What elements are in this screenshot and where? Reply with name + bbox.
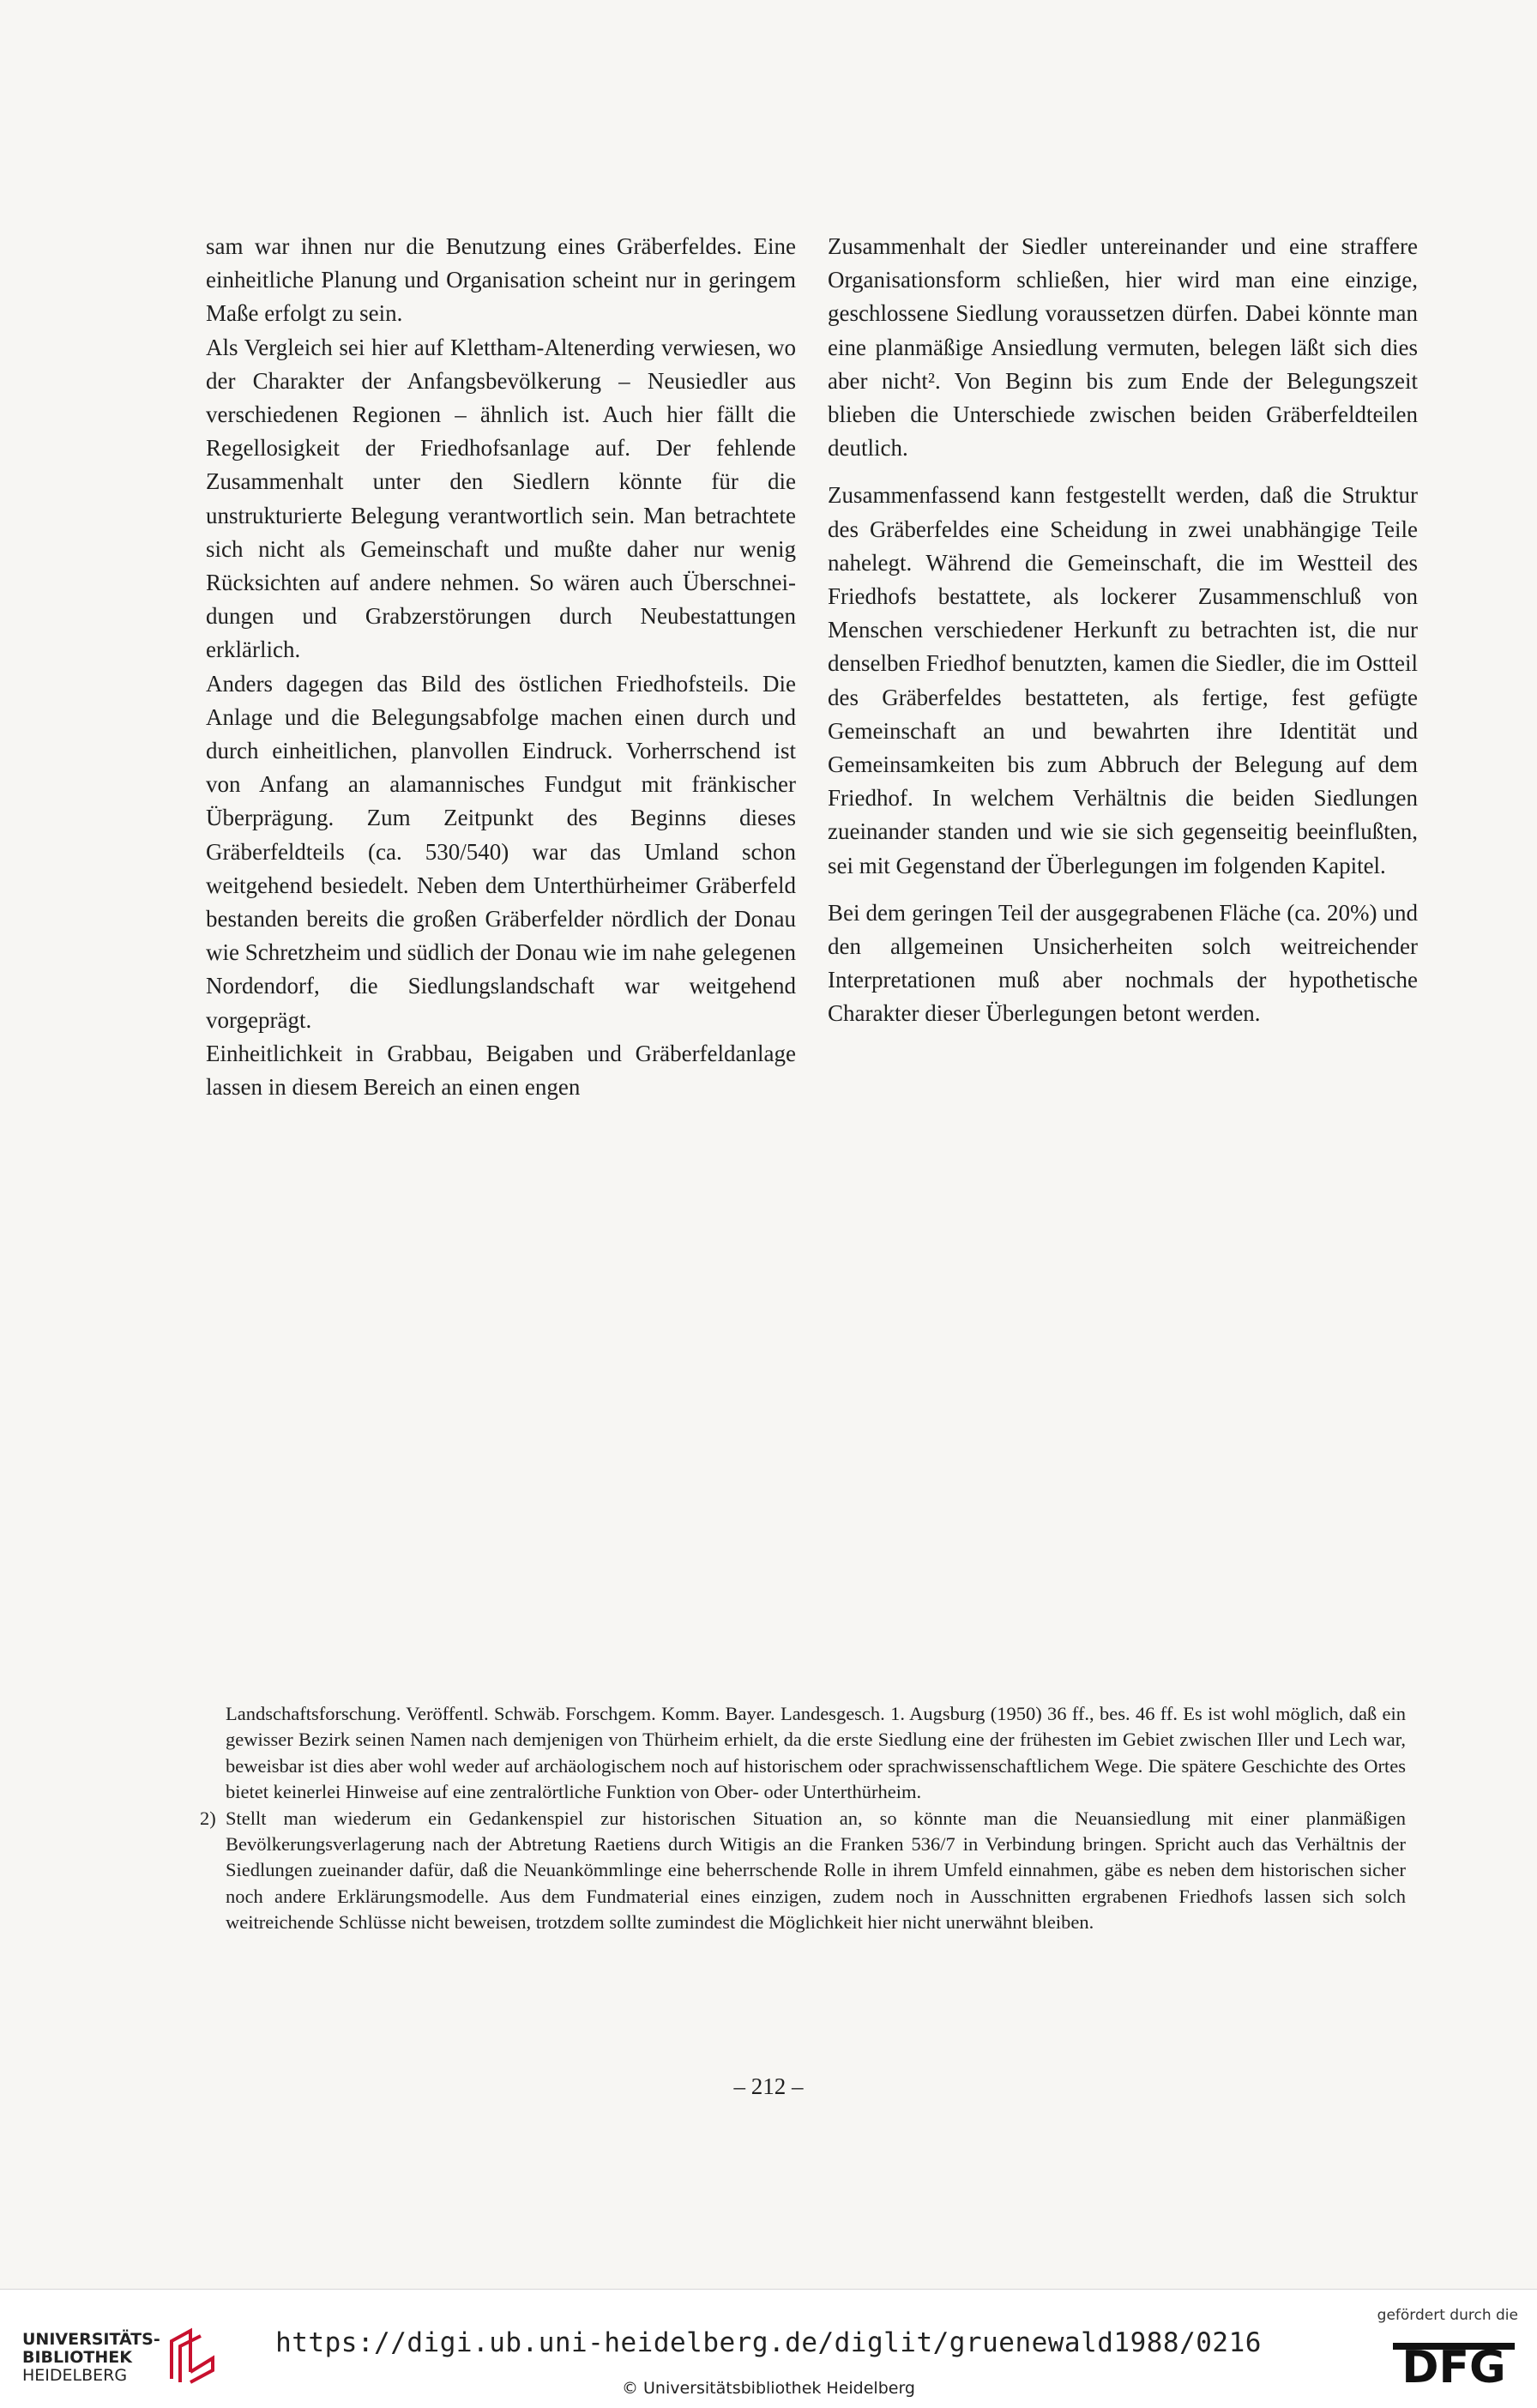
footnote-2-number: 2) xyxy=(200,1807,216,1829)
dfg-logo-text: DFG xyxy=(1401,2342,1506,2384)
permalink-url[interactable]: https://digi.ub.uni-heidelberg.de/diglit/gruenewald1988/0216 xyxy=(275,2327,1262,2358)
left-paragraph-3: Anders dagegen das Bild des östlichen Friedhofsteils. Die Anlage und die Belegungsabfolge machen einen durch und durch einheitlichen, planvollen Eindruck. Vorherrschend ist von Anfang an alamannisches Fundgut mit fränkischer Überprägung. Zum Zeitpunkt des Beginns dieses Gräberfeldteils (ca. 530/540) war das Umland schon weitgehend besiedelt. Neben dem Unterthürheimer Gräberfeld bestanden bereits die großen Gräberfelder nördlich der Donau wie Schretzheim und südlich der Donau wie im nahe gelegenen Nordendorf, die Siedlungslandschaft war weitgehend vorgeprägt. xyxy=(206,670,796,1033)
page-number: – 212 – xyxy=(733,2073,804,2099)
footnote-2 xyxy=(200,1806,1406,1936)
copyright-notice: © Universitätsbibliothek Heidelberg xyxy=(621,2379,915,2398)
right-paragraph-3: Bei dem geringen Teil der ausgegrabenen Fläche (ca. 20%) und den allgemeinen Unsicherheiten solch weitreichender Interpretationen muß aber nochmals der hypothetische Charakter dieser Überlegungen betont werden. xyxy=(828,899,1418,1027)
right-paragraph-1: Zusammenhalt der Siedler untereinander und eine straffere Organisationsform schließen, hier wird man eine einzige, geschlossene Siedlung voraussetzen dürfen. Dabei könnte man eine planmäßige Ansiedlung vermuten, belegen läßt sich dies aber nicht². Von Beginn bis zum Ende der Belegungszeit blieben die Unterschiede zwischen beiden Gräberfeldteilen deutlich. xyxy=(828,233,1418,462)
footnote-2-text: Stellt man wiederum ein Gedankenspiel zur historischen Situation an, so könnte man die Neuansiedlung mit einer planmäßigen Bevölkerungsverlagerung nach der Abtretung Raetiens durch Witigis an die Franken 536/7 in Verbindung bringen. Spricht auch das Verhältnis der Siedlungen zueinander dafür, daß die Neuankömmlinge eine beherrschende Rolle in ihrem Umfeld einnahmen, gäbe es neben dem historischen sicher noch andere Erklärungsmodelle. Aus dem Fundmaterial eines einzigen, zudem noch in Ausschnitten ergrabenen Friedhofs lassen sich solch weitreichende Schlüsse nicht beweisen, trotzdem sollte zumindest die Möglichkeit hier nicht unerwähnt bleiben. xyxy=(226,1807,1406,1934)
dfg-logo-icon[interactable] xyxy=(1389,2331,1518,2384)
left-paragraph-1: sam war ihnen nur die Benutzung eines Gräberfeldes. Eine einheitliche Planung und Organisation scheint nur in geringem Maße erfolgt zu sein. xyxy=(206,233,796,327)
library-name-line-1: UNIVERSITÄTS- xyxy=(22,2330,160,2349)
right-paragraph-2: Zusammenfassend kann festgestellt werden, daß die Struktur des Gräberfeldes eine Scheidung in zwei unabhängige Teile nahelegt. Während die Gemeinschaft, die im Westteil des Friedhofs bestattete, als lockerer Zusammenschluß von Menschen verschiedener Herkunft zu betrachten ist, die nur denselben Friedhof benutzten, kamen die Siedler, die im Ostteil des Gräberfeldes bestatteten, als fertige, fest gefügte Gemeinschaft an und bewahrten ihre Identität und Gemeinsamkeiten bis zum Abbruch der Belegung auf dem Friedhof. In welchem Verhältnis die beiden Siedlungen zueinander standen und wie sie sich gegenseitig beeinflußten, sei mit Gegenstand der Überlegungen im folgenden Kapitel. xyxy=(828,482,1418,878)
left-column xyxy=(206,230,796,1104)
digitization-footer xyxy=(0,2289,1537,2408)
dfg-caption: gefördert durch die xyxy=(1377,2307,1518,2324)
library-name-line-2: BIBLIOTHEK xyxy=(22,2348,132,2367)
left-paragraph-2: Als Vergleich sei hier auf Klettham-Altenerding verwiesen, wo der Charakter der Anfangsbevölkerung – Neusiedler aus verschiedenen Regionen – ähnlich ist. Auch hier fällt die Regellosigkeit der Friedhofsanlage auf. Der fehlende Zusammenhalt unter den Siedlern könnte für die unstrukturierte Belegung verantwortlich sein. Man betrachtete sich nicht als Gemeinschaft und mußte daher nur wenig Rücksichten auf andere nehmen. So wären auch Überschneidungen und Grabzerstörungen durch Neubestattungen erklärlich. xyxy=(206,334,796,663)
library-name-line-3: HEIDELBERG xyxy=(22,2366,128,2385)
right-column xyxy=(828,230,1418,1031)
footnotes xyxy=(200,1701,1406,1936)
dfg-funding-block xyxy=(1365,2307,1518,2393)
footnote-continued: Landschaftsforschung. Veröffentl. Schwäb. Forschgem. Komm. Bayer. Landesgesch. 1. Augsburg (1950) 36 ff., bes. 46 ff. Es ist wohl möglich, daß ein gewisser Bezirk seinen Namen nach demjenigen von Thürheim erhielt, da die erste Siedlung eine der frühesten im Gebiet zwischen Iller und Lech war, beweisbar ist dies aber wohl weder auf archäologischem noch auf historischem oder sprachwissenschaftlichem Wege. Die spätere Geschichte des Ortes bietet keinerlei Hinweise auf eine zentralörtliche Funktion von Ober- oder Unterthürheim. xyxy=(226,1703,1406,1803)
left-paragraph-4: Einheitlichkeit in Grabbau, Beigaben und Gräberfeldanlage lassen in diesem Bereich an einen engen xyxy=(206,1040,796,1101)
